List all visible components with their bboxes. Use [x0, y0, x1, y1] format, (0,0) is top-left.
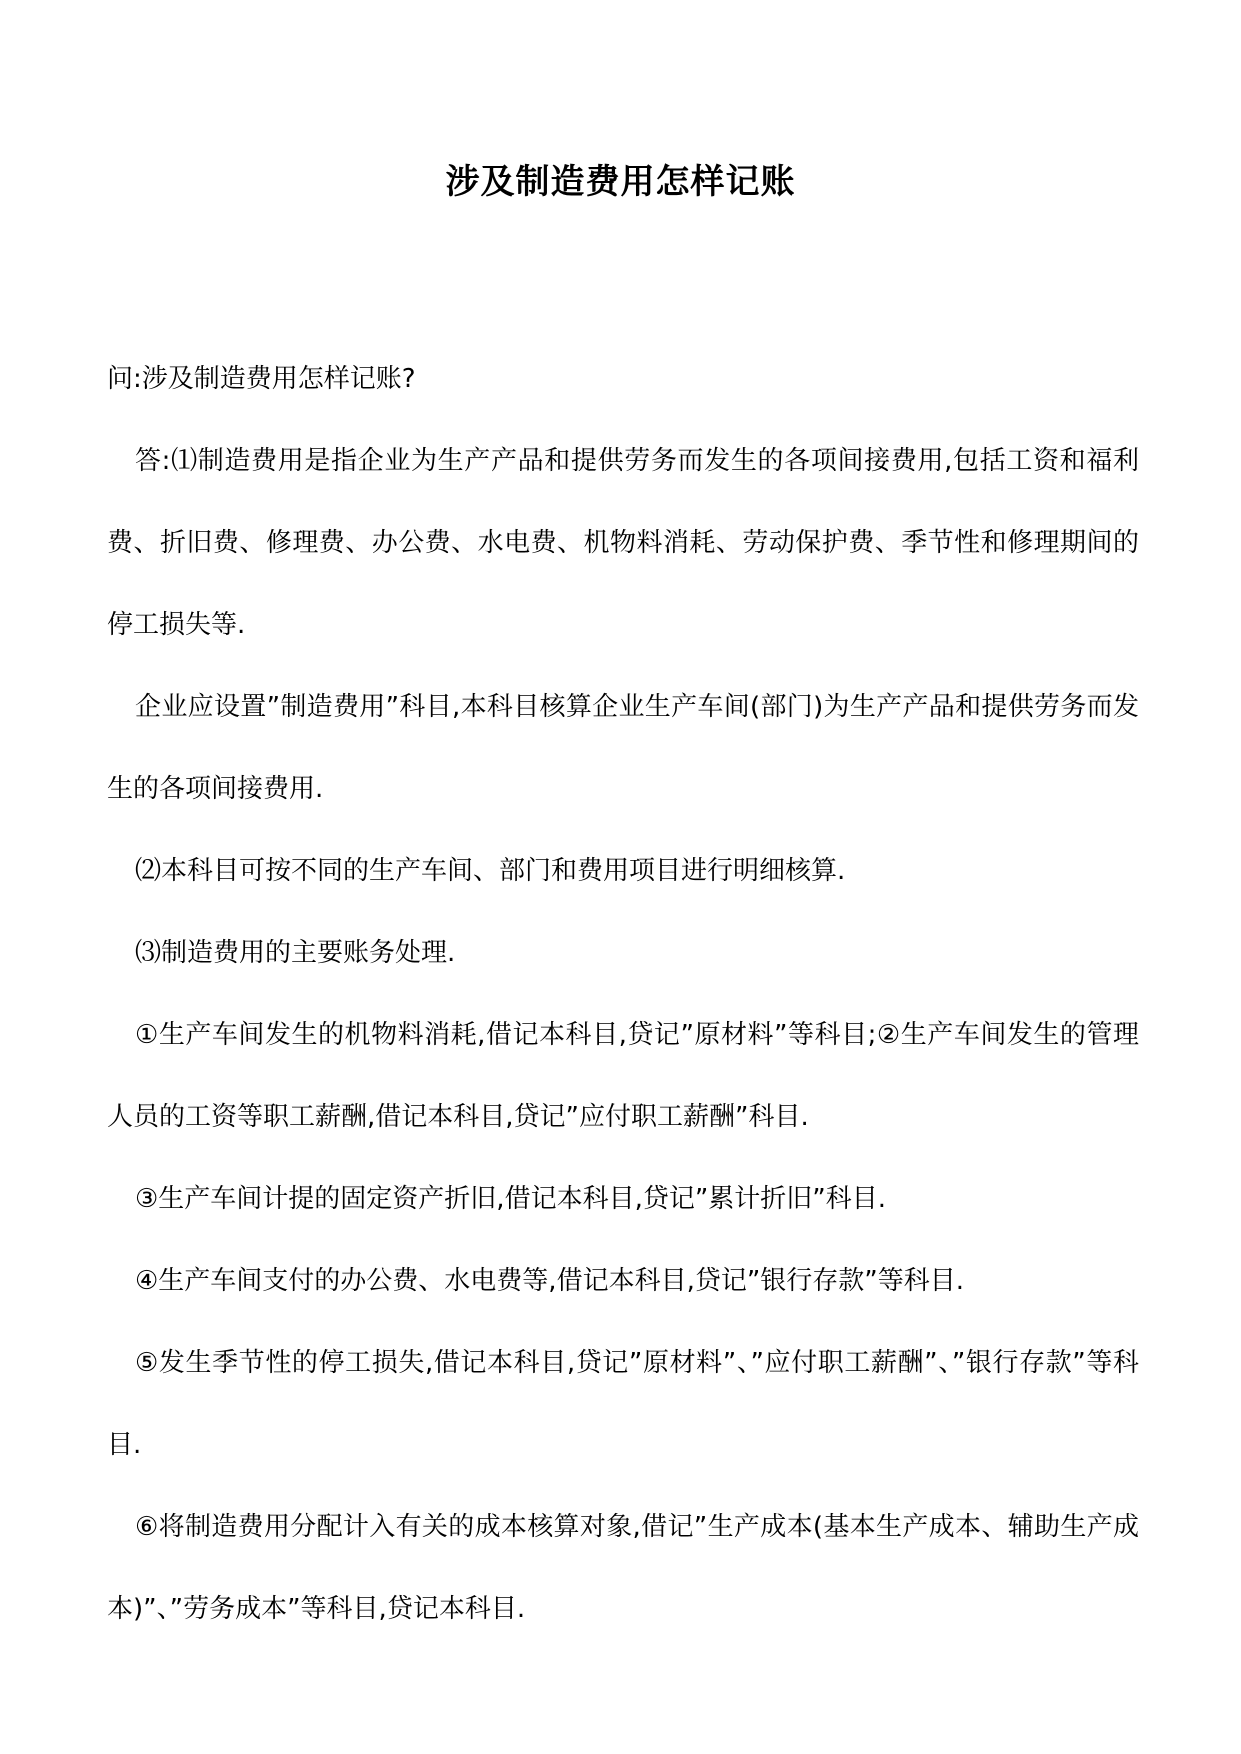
answer-paragraph-4: ⑶制造费用的主要账务处理. [135, 938, 456, 968]
answer-paragraph-1: 答:⑴制造费用是指企业为生产产品和提供劳务而发生的各项间接费用,包括工资和福利费、折旧费、修理费、办公费、水电费、机物料消耗、劳动保护费、季节性和修理期间的停工损失等. [107, 446, 1139, 640]
answer-paragraph-5: ①生产车间发生的机物料消耗,借记本科目,贷记”原材料”等科目;②生产车间发生的管理人员的工资等职工薪酬,借记本科目,贷记”应付职工薪酬”科目. [107, 1020, 1139, 1132]
answer-paragraph-2: 企业应设置”制造费用”科目,本科目核算企业生产车间(部门)为生产产品和提供劳务而发生的各项间接费用. [107, 692, 1139, 804]
answer-paragraph-7: ④生产车间支付的办公费、水电费等,借记本科目,贷记”银行存款”等科目. [135, 1266, 965, 1296]
question-paragraph: 问:涉及制造费用怎样记账? [107, 364, 416, 394]
answer-paragraph-9: ⑥将制造费用分配计入有关的成本核算对象,借记”生产成本(基本生产成本、辅助生产成本)”、”劳务成本”等科目,贷记本科目. [107, 1512, 1139, 1624]
document-title: 涉及制造费用怎样记账 [445, 162, 796, 202]
answer-paragraph-3: ⑵本科目可按不同的生产车间、部门和费用项目进行明细核算. [135, 856, 846, 886]
document-body [107, 338, 1139, 1650]
answer-paragraph-8: ⑤发生季节性的停工损失,借记本科目,贷记”原材料”、”应付职工薪酬”、”银行存款”等科目. [107, 1348, 1139, 1460]
answer-paragraph-6: ③生产车间计提的固定资产折旧,借记本科目,贷记”累计折旧”科目. [135, 1184, 887, 1214]
